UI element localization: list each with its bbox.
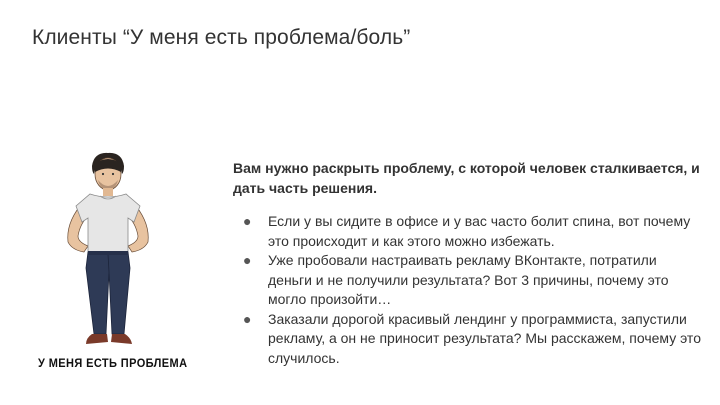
slide-content xyxy=(233,158,703,368)
bullet-text: Заказали дорогой красивый лендинг у программиста, запустили рекламу, а он не приносит результата? Мы расскажем, почему это случилось. xyxy=(268,310,701,366)
bullet-item xyxy=(233,251,703,310)
bullet-item xyxy=(233,310,703,369)
man-hands-on-hips-illustration xyxy=(40,148,180,378)
bullet-icon: ● xyxy=(243,310,252,327)
man-illustration-svg xyxy=(40,148,180,358)
bullet-item xyxy=(233,212,703,251)
slide-title: Клиенты “У меня есть проблема/боль” xyxy=(32,26,411,49)
bullet-icon: ● xyxy=(243,213,252,229)
bullet-icon: ● xyxy=(243,252,252,268)
bullet-text: Уже пробовали настраивать рекламу ВКонтакте, потратили деньги и не получили результата? Вот 3 причины, почему это могло произойти… xyxy=(268,252,669,307)
lead-text: Вам нужно раскрыть проблему, с которой человек сталкивается, и дать часть решения. xyxy=(233,160,700,196)
figure-caption: У МЕНЯ ЕСТЬ ПРОБЛЕМА xyxy=(38,357,188,371)
bullet-list xyxy=(233,212,703,368)
bullet-text: Если у вы сидите в офисе и у вас часто болит спина, вот почему это происходит и как этого можно избежать. xyxy=(268,213,691,249)
